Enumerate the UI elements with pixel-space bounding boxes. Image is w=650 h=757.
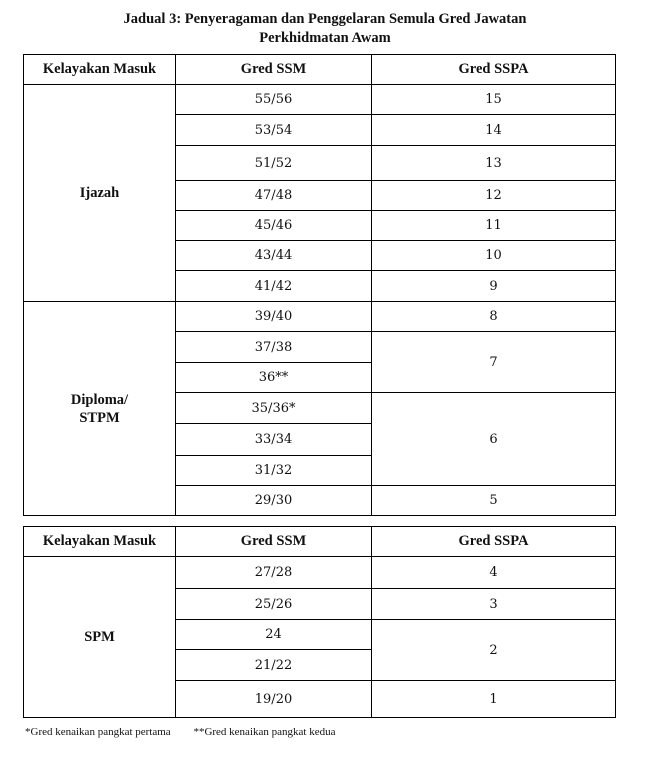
header-sspa: Gred SSPA	[372, 55, 616, 85]
caption-line-1: Jadual 3: Penyeragaman dan Penggelaran Semula Gred Jawatan	[123, 11, 527, 27]
group-diploma-stpm	[24, 302, 176, 516]
sspa-cell: 12	[372, 181, 616, 211]
group-label-line-2: STPM	[79, 409, 120, 426]
sspa-cell: 11	[372, 211, 616, 241]
ssm-cell: 21/22	[176, 650, 372, 681]
group-ijazah: Ijazah	[24, 85, 176, 302]
header-row	[24, 527, 616, 557]
sspa-cell: 1	[372, 681, 616, 718]
caption-line-2: Perkhidmatan Awam	[259, 30, 391, 46]
sspa-cell: 15	[372, 85, 616, 115]
ssm-cell: 24	[176, 620, 372, 650]
ssm-cell: 45/46	[176, 211, 372, 241]
footnotes	[25, 726, 335, 738]
sspa-cell: 2	[372, 620, 616, 681]
group-label-line-1: Diploma/	[70, 391, 129, 408]
sspa-cell: 10	[372, 241, 616, 271]
sspa-cell: 7	[372, 332, 616, 393]
ssm-cell: 43/44	[176, 241, 372, 271]
ssm-cell: 51/52	[176, 146, 372, 181]
grade-table-1	[23, 54, 616, 516]
header-row	[24, 55, 616, 85]
table-row	[24, 557, 616, 589]
sspa-cell: 9	[372, 271, 616, 302]
header-qualification: Kelayakan Masuk	[24, 55, 176, 85]
header-qualification: Kelayakan Masuk	[24, 527, 176, 557]
table-row	[24, 302, 616, 332]
table-row	[24, 85, 616, 115]
ssm-cell: 19/20	[176, 681, 372, 718]
sspa-cell: 5	[372, 486, 616, 516]
ssm-cell: 35/36*	[176, 393, 372, 424]
ssm-cell: 29/30	[176, 486, 372, 516]
ssm-cell: 53/54	[176, 115, 372, 146]
header-ssm: Gred SSM	[176, 55, 372, 85]
header-ssm: Gred SSM	[176, 527, 372, 557]
ssm-cell: 36**	[176, 363, 372, 393]
group-spm: SPM	[24, 557, 176, 718]
sspa-cell: 4	[372, 557, 616, 589]
ssm-cell: 47/48	[176, 181, 372, 211]
ssm-cell: 39/40	[176, 302, 372, 332]
ssm-cell: 41/42	[176, 271, 372, 302]
footnote-second: **Gred kenaikan pangkat kedua	[193, 726, 336, 738]
ssm-cell: 55/56	[176, 85, 372, 115]
table-caption	[0, 10, 650, 48]
ssm-cell: 37/38	[176, 332, 372, 363]
ssm-cell: 27/28	[176, 557, 372, 589]
ssm-cell: 31/32	[176, 456, 372, 486]
ssm-cell: 25/26	[176, 589, 372, 620]
header-sspa: Gred SSPA	[372, 527, 616, 557]
footnote-first: *Gred kenaikan pangkat pertama	[25, 726, 171, 738]
ssm-cell: 33/34	[176, 424, 372, 456]
sspa-cell: 3	[372, 589, 616, 620]
sspa-cell: 13	[372, 146, 616, 181]
grade-table-2	[23, 526, 616, 718]
sspa-cell: 14	[372, 115, 616, 146]
sspa-cell: 8	[372, 302, 616, 332]
sspa-cell: 6	[372, 393, 616, 486]
